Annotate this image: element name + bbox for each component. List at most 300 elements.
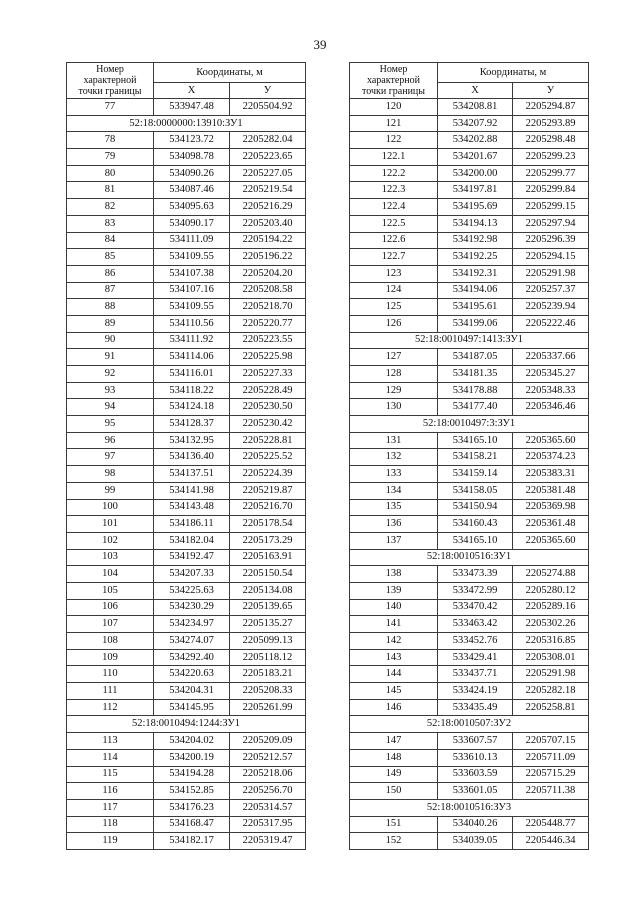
table-row bbox=[67, 749, 306, 766]
parcel-cadastral-number: 52:18:0010507:ЗУ2 bbox=[350, 716, 589, 733]
y-coordinate: 2205139.65 bbox=[230, 599, 306, 616]
point-number: 140 bbox=[350, 599, 438, 616]
point-header-line: характерной bbox=[83, 75, 137, 86]
point-number: 83 bbox=[67, 215, 154, 232]
point-header-line: точки границы bbox=[361, 86, 426, 97]
table-row bbox=[67, 649, 306, 666]
x-coordinate: 534194.06 bbox=[438, 282, 513, 299]
point-number: 98 bbox=[67, 466, 154, 483]
x-coordinate: 534165.10 bbox=[438, 432, 513, 449]
point-number: 111 bbox=[67, 683, 154, 700]
x-coordinate: 534194.28 bbox=[154, 766, 230, 783]
section-row bbox=[350, 416, 589, 433]
table-row bbox=[67, 149, 306, 166]
point-header-line: точки границы bbox=[78, 86, 142, 97]
y-coordinate: 2205291.98 bbox=[513, 265, 589, 282]
x-coordinate: 534204.02 bbox=[154, 733, 230, 750]
point-number: 131 bbox=[350, 432, 438, 449]
x-coordinate: 533437.71 bbox=[438, 666, 513, 683]
table-row bbox=[67, 315, 306, 332]
y-coordinate: 2205707.15 bbox=[513, 733, 589, 750]
x-header: X bbox=[154, 83, 230, 99]
table-row bbox=[350, 99, 589, 116]
x-coordinate: 534114.06 bbox=[154, 349, 230, 366]
x-coordinate: 534132.95 bbox=[154, 432, 230, 449]
y-coordinate: 2205316.85 bbox=[513, 633, 589, 650]
parcel-cadastral-number: 52:18:0010497:1413:ЗУ1 bbox=[350, 332, 589, 349]
x-coordinate: 534107.38 bbox=[154, 265, 230, 282]
point-number: 120 bbox=[350, 99, 438, 116]
y-coordinate: 2205209.09 bbox=[230, 733, 306, 750]
y-coordinate: 2205446.34 bbox=[513, 833, 589, 850]
y-coordinate: 2205239.94 bbox=[513, 299, 589, 316]
x-coordinate: 534111.09 bbox=[154, 232, 230, 249]
y-coordinate: 2205257.37 bbox=[513, 282, 589, 299]
table-row bbox=[350, 149, 589, 166]
table-row bbox=[67, 215, 306, 232]
x-coordinate: 534143.48 bbox=[154, 499, 230, 516]
x-coordinate: 534137.51 bbox=[154, 466, 230, 483]
table-row bbox=[67, 232, 306, 249]
point-number: 96 bbox=[67, 432, 154, 449]
table-row bbox=[350, 182, 589, 199]
coordinates-table-left bbox=[66, 62, 306, 850]
point-number: 78 bbox=[67, 132, 154, 149]
point-number: 137 bbox=[350, 532, 438, 549]
point-number: 113 bbox=[67, 733, 154, 750]
y-coordinate: 2205448.77 bbox=[513, 816, 589, 833]
table-row bbox=[67, 482, 306, 499]
point-number: 128 bbox=[350, 366, 438, 383]
y-coordinate: 2205220.77 bbox=[230, 315, 306, 332]
point-number: 90 bbox=[67, 332, 154, 349]
y-coordinate: 2205711.09 bbox=[513, 749, 589, 766]
table-row bbox=[67, 766, 306, 783]
point-number: 122.1 bbox=[350, 149, 438, 166]
table-row bbox=[67, 549, 306, 566]
point-header-line: характерной bbox=[367, 75, 420, 86]
point-number: 112 bbox=[67, 699, 154, 716]
x-coordinate: 534141.98 bbox=[154, 482, 230, 499]
x-coordinate: 534152.85 bbox=[154, 783, 230, 800]
table-row bbox=[350, 132, 589, 149]
y-coordinate: 2205225.98 bbox=[230, 349, 306, 366]
point-number: 150 bbox=[350, 783, 438, 800]
table-row bbox=[350, 466, 589, 483]
y-coordinate: 2205219.87 bbox=[230, 482, 306, 499]
point-number: 139 bbox=[350, 582, 438, 599]
x-coordinate: 534195.69 bbox=[438, 199, 513, 216]
table-row bbox=[350, 566, 589, 583]
y-coordinate: 2205196.22 bbox=[230, 249, 306, 266]
y-coordinate: 2205134.08 bbox=[230, 582, 306, 599]
y-coordinate: 2205230.50 bbox=[230, 399, 306, 416]
x-coordinate: 534207.92 bbox=[438, 115, 513, 132]
point-number: 100 bbox=[67, 499, 154, 516]
table-row bbox=[67, 566, 306, 583]
y-coordinate: 2205298.48 bbox=[513, 132, 589, 149]
point-number: 125 bbox=[350, 299, 438, 316]
point-number: 79 bbox=[67, 149, 154, 166]
point-number: 95 bbox=[67, 416, 154, 433]
y-coordinate: 2205383.31 bbox=[513, 466, 589, 483]
y-coordinate: 2205173.29 bbox=[230, 532, 306, 549]
table-row bbox=[350, 366, 589, 383]
point-number: 122.4 bbox=[350, 199, 438, 216]
y-coordinate: 2205374.23 bbox=[513, 449, 589, 466]
y-coordinate: 2205208.33 bbox=[230, 683, 306, 700]
x-coordinate: 534145.95 bbox=[154, 699, 230, 716]
y-coordinate: 2205365.60 bbox=[513, 432, 589, 449]
y-coordinate: 2205337.66 bbox=[513, 349, 589, 366]
point-number: 110 bbox=[67, 666, 154, 683]
table-row bbox=[350, 783, 589, 800]
y-coordinate: 2205296.39 bbox=[513, 232, 589, 249]
y-coordinate: 2205227.33 bbox=[230, 366, 306, 383]
point-number: 77 bbox=[67, 99, 154, 116]
x-coordinate: 534177.40 bbox=[438, 399, 513, 416]
y-coordinate: 2205224.39 bbox=[230, 466, 306, 483]
x-coordinate: 534200.00 bbox=[438, 165, 513, 182]
point-number: 126 bbox=[350, 315, 438, 332]
y-coordinate: 2205299.23 bbox=[513, 149, 589, 166]
parcel-cadastral-number: 52:18:0010497:3:ЗУ1 bbox=[350, 416, 589, 433]
x-coordinate: 534098.78 bbox=[154, 149, 230, 166]
table-row bbox=[350, 382, 589, 399]
point-number: 82 bbox=[67, 199, 154, 216]
point-number: 124 bbox=[350, 282, 438, 299]
table-row bbox=[350, 249, 589, 266]
table-row bbox=[350, 265, 589, 282]
x-coordinate: 534160.43 bbox=[438, 516, 513, 533]
y-coordinate: 2205256.70 bbox=[230, 783, 306, 800]
point-number: 118 bbox=[67, 816, 154, 833]
table-row bbox=[67, 199, 306, 216]
table-row bbox=[350, 616, 589, 633]
y-coordinate: 2205212.57 bbox=[230, 749, 306, 766]
table-row bbox=[67, 366, 306, 383]
coordinates-header: Координаты, м bbox=[154, 63, 306, 83]
section-row bbox=[350, 716, 589, 733]
y-coordinate: 2205216.70 bbox=[230, 499, 306, 516]
x-coordinate: 534192.47 bbox=[154, 549, 230, 566]
x-coordinate: 534158.21 bbox=[438, 449, 513, 466]
point-number: 148 bbox=[350, 749, 438, 766]
point-number: 114 bbox=[67, 749, 154, 766]
x-coordinate: 534107.16 bbox=[154, 282, 230, 299]
table-row bbox=[67, 382, 306, 399]
table-row bbox=[67, 733, 306, 750]
point-number: 129 bbox=[350, 382, 438, 399]
table-row bbox=[67, 816, 306, 833]
y-coordinate: 2205294.15 bbox=[513, 249, 589, 266]
point-number: 152 bbox=[350, 833, 438, 850]
y-coordinate: 2205504.92 bbox=[230, 99, 306, 116]
y-coordinate: 2205194.22 bbox=[230, 232, 306, 249]
point-number: 133 bbox=[350, 466, 438, 483]
y-coordinate: 2205204.20 bbox=[230, 265, 306, 282]
y-coordinate: 2205228.81 bbox=[230, 432, 306, 449]
x-coordinate: 534095.63 bbox=[154, 199, 230, 216]
x-coordinate: 533603.59 bbox=[438, 766, 513, 783]
y-coordinate: 2205203.40 bbox=[230, 215, 306, 232]
y-coordinate: 2205118.12 bbox=[230, 649, 306, 666]
y-coordinate: 2205163.91 bbox=[230, 549, 306, 566]
x-coordinate: 534111.92 bbox=[154, 332, 230, 349]
x-coordinate: 534110.56 bbox=[154, 315, 230, 332]
section-row bbox=[67, 716, 306, 733]
table-row bbox=[350, 699, 589, 716]
x-coordinate: 534197.81 bbox=[438, 182, 513, 199]
x-coordinate: 533435.49 bbox=[438, 699, 513, 716]
point-header-line: Номер bbox=[96, 64, 124, 75]
x-coordinate: 534187.05 bbox=[438, 349, 513, 366]
point-number: 136 bbox=[350, 516, 438, 533]
x-coordinate: 534116.01 bbox=[154, 366, 230, 383]
point-number: 88 bbox=[67, 299, 154, 316]
parcel-cadastral-number: 52:18:0010516:ЗУ3 bbox=[350, 799, 589, 816]
point-number: 151 bbox=[350, 816, 438, 833]
x-coordinate: 533610.13 bbox=[438, 749, 513, 766]
y-coordinate: 2205261.99 bbox=[230, 699, 306, 716]
table-row bbox=[67, 699, 306, 716]
point-number: 101 bbox=[67, 516, 154, 533]
x-coordinate: 533424.19 bbox=[438, 683, 513, 700]
y-coordinate: 2205282.18 bbox=[513, 683, 589, 700]
table-row bbox=[350, 733, 589, 750]
y-coordinate: 2205218.70 bbox=[230, 299, 306, 316]
y-coordinate: 2205099.13 bbox=[230, 633, 306, 650]
point-number-header bbox=[350, 63, 438, 99]
x-coordinate: 533947.48 bbox=[154, 99, 230, 116]
point-number: 122.2 bbox=[350, 165, 438, 182]
table-row bbox=[67, 265, 306, 282]
point-number: 138 bbox=[350, 566, 438, 583]
x-coordinate: 534230.29 bbox=[154, 599, 230, 616]
point-number: 147 bbox=[350, 733, 438, 750]
point-number: 81 bbox=[67, 182, 154, 199]
table-row bbox=[350, 482, 589, 499]
y-coordinate: 2205361.48 bbox=[513, 516, 589, 533]
point-number: 87 bbox=[67, 282, 154, 299]
point-number: 121 bbox=[350, 115, 438, 132]
x-coordinate: 533470.42 bbox=[438, 599, 513, 616]
point-number: 122.5 bbox=[350, 215, 438, 232]
section-row bbox=[350, 549, 589, 566]
x-coordinate: 534207.33 bbox=[154, 566, 230, 583]
table-row bbox=[67, 799, 306, 816]
y-coordinate: 2205223.65 bbox=[230, 149, 306, 166]
table-row bbox=[67, 99, 306, 116]
table-row bbox=[350, 232, 589, 249]
table-row bbox=[350, 432, 589, 449]
point-number: 104 bbox=[67, 566, 154, 583]
table-row bbox=[350, 299, 589, 316]
point-number: 108 bbox=[67, 633, 154, 650]
x-coordinate: 534168.47 bbox=[154, 816, 230, 833]
table-row bbox=[67, 349, 306, 366]
x-coordinate: 534136.40 bbox=[154, 449, 230, 466]
x-coordinate: 534182.17 bbox=[154, 833, 230, 850]
table-row bbox=[350, 165, 589, 182]
y-coordinate: 2205178.54 bbox=[230, 516, 306, 533]
point-number: 80 bbox=[67, 165, 154, 182]
x-coordinate: 534186.11 bbox=[154, 516, 230, 533]
table-row bbox=[67, 599, 306, 616]
table-row bbox=[67, 416, 306, 433]
y-coordinate: 2205365.60 bbox=[513, 532, 589, 549]
table-row bbox=[67, 582, 306, 599]
table-row bbox=[350, 749, 589, 766]
x-coordinate: 534225.63 bbox=[154, 582, 230, 599]
table-row bbox=[67, 249, 306, 266]
x-coordinate: 534176.23 bbox=[154, 799, 230, 816]
x-coordinate: 534040.26 bbox=[438, 816, 513, 833]
x-coordinate: 534124.18 bbox=[154, 399, 230, 416]
point-number: 105 bbox=[67, 582, 154, 599]
point-number: 91 bbox=[67, 349, 154, 366]
table-row bbox=[350, 816, 589, 833]
point-number: 122.6 bbox=[350, 232, 438, 249]
x-coordinate: 533472.99 bbox=[438, 582, 513, 599]
table-row bbox=[350, 683, 589, 700]
point-number: 144 bbox=[350, 666, 438, 683]
point-number: 145 bbox=[350, 683, 438, 700]
x-coordinate: 533607.57 bbox=[438, 733, 513, 750]
y-coordinate: 2205299.77 bbox=[513, 165, 589, 182]
table-row bbox=[67, 833, 306, 850]
table-row bbox=[350, 833, 589, 850]
point-number: 123 bbox=[350, 265, 438, 282]
y-coordinate: 2205711.38 bbox=[513, 783, 589, 800]
table-row bbox=[67, 466, 306, 483]
y-coordinate: 2205225.52 bbox=[230, 449, 306, 466]
y-coordinate: 2205230.42 bbox=[230, 416, 306, 433]
table-row bbox=[67, 616, 306, 633]
x-coordinate: 533429.41 bbox=[438, 649, 513, 666]
table-row bbox=[350, 215, 589, 232]
point-number: 142 bbox=[350, 633, 438, 650]
x-coordinate: 534182.04 bbox=[154, 532, 230, 549]
x-coordinate: 534204.31 bbox=[154, 683, 230, 700]
point-number: 97 bbox=[67, 449, 154, 466]
table-row bbox=[350, 766, 589, 783]
section-row bbox=[67, 115, 306, 132]
y-coordinate: 2205216.29 bbox=[230, 199, 306, 216]
x-coordinate: 534192.25 bbox=[438, 249, 513, 266]
x-coordinate: 534039.05 bbox=[438, 833, 513, 850]
point-header-line: Номер bbox=[379, 64, 408, 75]
table-row bbox=[350, 199, 589, 216]
x-coordinate: 534158.05 bbox=[438, 482, 513, 499]
table-row bbox=[67, 516, 306, 533]
point-number: 122 bbox=[350, 132, 438, 149]
x-coordinate: 533473.39 bbox=[438, 566, 513, 583]
y-coordinate: 2205208.58 bbox=[230, 282, 306, 299]
table-row bbox=[67, 399, 306, 416]
x-coordinate: 534201.67 bbox=[438, 149, 513, 166]
page-number: 39 bbox=[313, 37, 327, 52]
point-number: 119 bbox=[67, 833, 154, 850]
table-row bbox=[67, 282, 306, 299]
x-coordinate: 534118.22 bbox=[154, 382, 230, 399]
table-row bbox=[67, 633, 306, 650]
x-coordinate: 534178.88 bbox=[438, 382, 513, 399]
y-coordinate: 2205314.57 bbox=[230, 799, 306, 816]
table-row bbox=[350, 516, 589, 533]
table-row bbox=[350, 599, 589, 616]
x-coordinate: 534194.13 bbox=[438, 215, 513, 232]
x-coordinate: 534181.35 bbox=[438, 366, 513, 383]
x-coordinate: 534087.46 bbox=[154, 182, 230, 199]
table-row bbox=[67, 432, 306, 449]
table-row bbox=[67, 783, 306, 800]
table-row bbox=[67, 182, 306, 199]
y-coordinate: 2205227.05 bbox=[230, 165, 306, 182]
x-coordinate: 534195.61 bbox=[438, 299, 513, 316]
y-coordinate: 2205223.55 bbox=[230, 332, 306, 349]
table-row bbox=[67, 499, 306, 516]
x-coordinate: 534109.55 bbox=[154, 299, 230, 316]
y-coordinate: 2205293.89 bbox=[513, 115, 589, 132]
x-coordinate: 534165.10 bbox=[438, 532, 513, 549]
x-coordinate: 534292.40 bbox=[154, 649, 230, 666]
point-number: 134 bbox=[350, 482, 438, 499]
y-coordinate: 2205183.21 bbox=[230, 666, 306, 683]
point-number: 141 bbox=[350, 616, 438, 633]
point-number: 143 bbox=[350, 649, 438, 666]
point-number: 102 bbox=[67, 532, 154, 549]
point-number: 99 bbox=[67, 482, 154, 499]
y-coordinate: 2205218.06 bbox=[230, 766, 306, 783]
y-coordinate: 2205282.04 bbox=[230, 132, 306, 149]
table-row bbox=[67, 332, 306, 349]
y-coordinate: 2205280.12 bbox=[513, 582, 589, 599]
point-number: 135 bbox=[350, 499, 438, 516]
table-row bbox=[350, 666, 589, 683]
table-row bbox=[350, 349, 589, 366]
table-row bbox=[350, 449, 589, 466]
point-number: 107 bbox=[67, 616, 154, 633]
point-number: 122.3 bbox=[350, 182, 438, 199]
point-number: 146 bbox=[350, 699, 438, 716]
x-header: X bbox=[438, 83, 513, 99]
x-coordinate: 534192.98 bbox=[438, 232, 513, 249]
y-coordinate: 2205299.15 bbox=[513, 199, 589, 216]
table-row bbox=[67, 532, 306, 549]
table-row bbox=[350, 532, 589, 549]
point-number: 127 bbox=[350, 349, 438, 366]
x-coordinate: 534220.63 bbox=[154, 666, 230, 683]
y-coordinate: 2205302.26 bbox=[513, 616, 589, 633]
table-row bbox=[67, 449, 306, 466]
table-row bbox=[350, 582, 589, 599]
point-number: 93 bbox=[67, 382, 154, 399]
point-number-header bbox=[67, 63, 154, 99]
point-number: 130 bbox=[350, 399, 438, 416]
y-coordinate: 2205222.46 bbox=[513, 315, 589, 332]
x-coordinate: 534159.14 bbox=[438, 466, 513, 483]
point-number: 132 bbox=[350, 449, 438, 466]
x-coordinate: 534200.19 bbox=[154, 749, 230, 766]
y-coordinate: 2205319.47 bbox=[230, 833, 306, 850]
x-coordinate: 534128.37 bbox=[154, 416, 230, 433]
y-coordinate: 2205150.54 bbox=[230, 566, 306, 583]
section-row bbox=[350, 799, 589, 816]
point-number: 115 bbox=[67, 766, 154, 783]
y-header: У bbox=[513, 83, 589, 99]
table-row bbox=[350, 282, 589, 299]
